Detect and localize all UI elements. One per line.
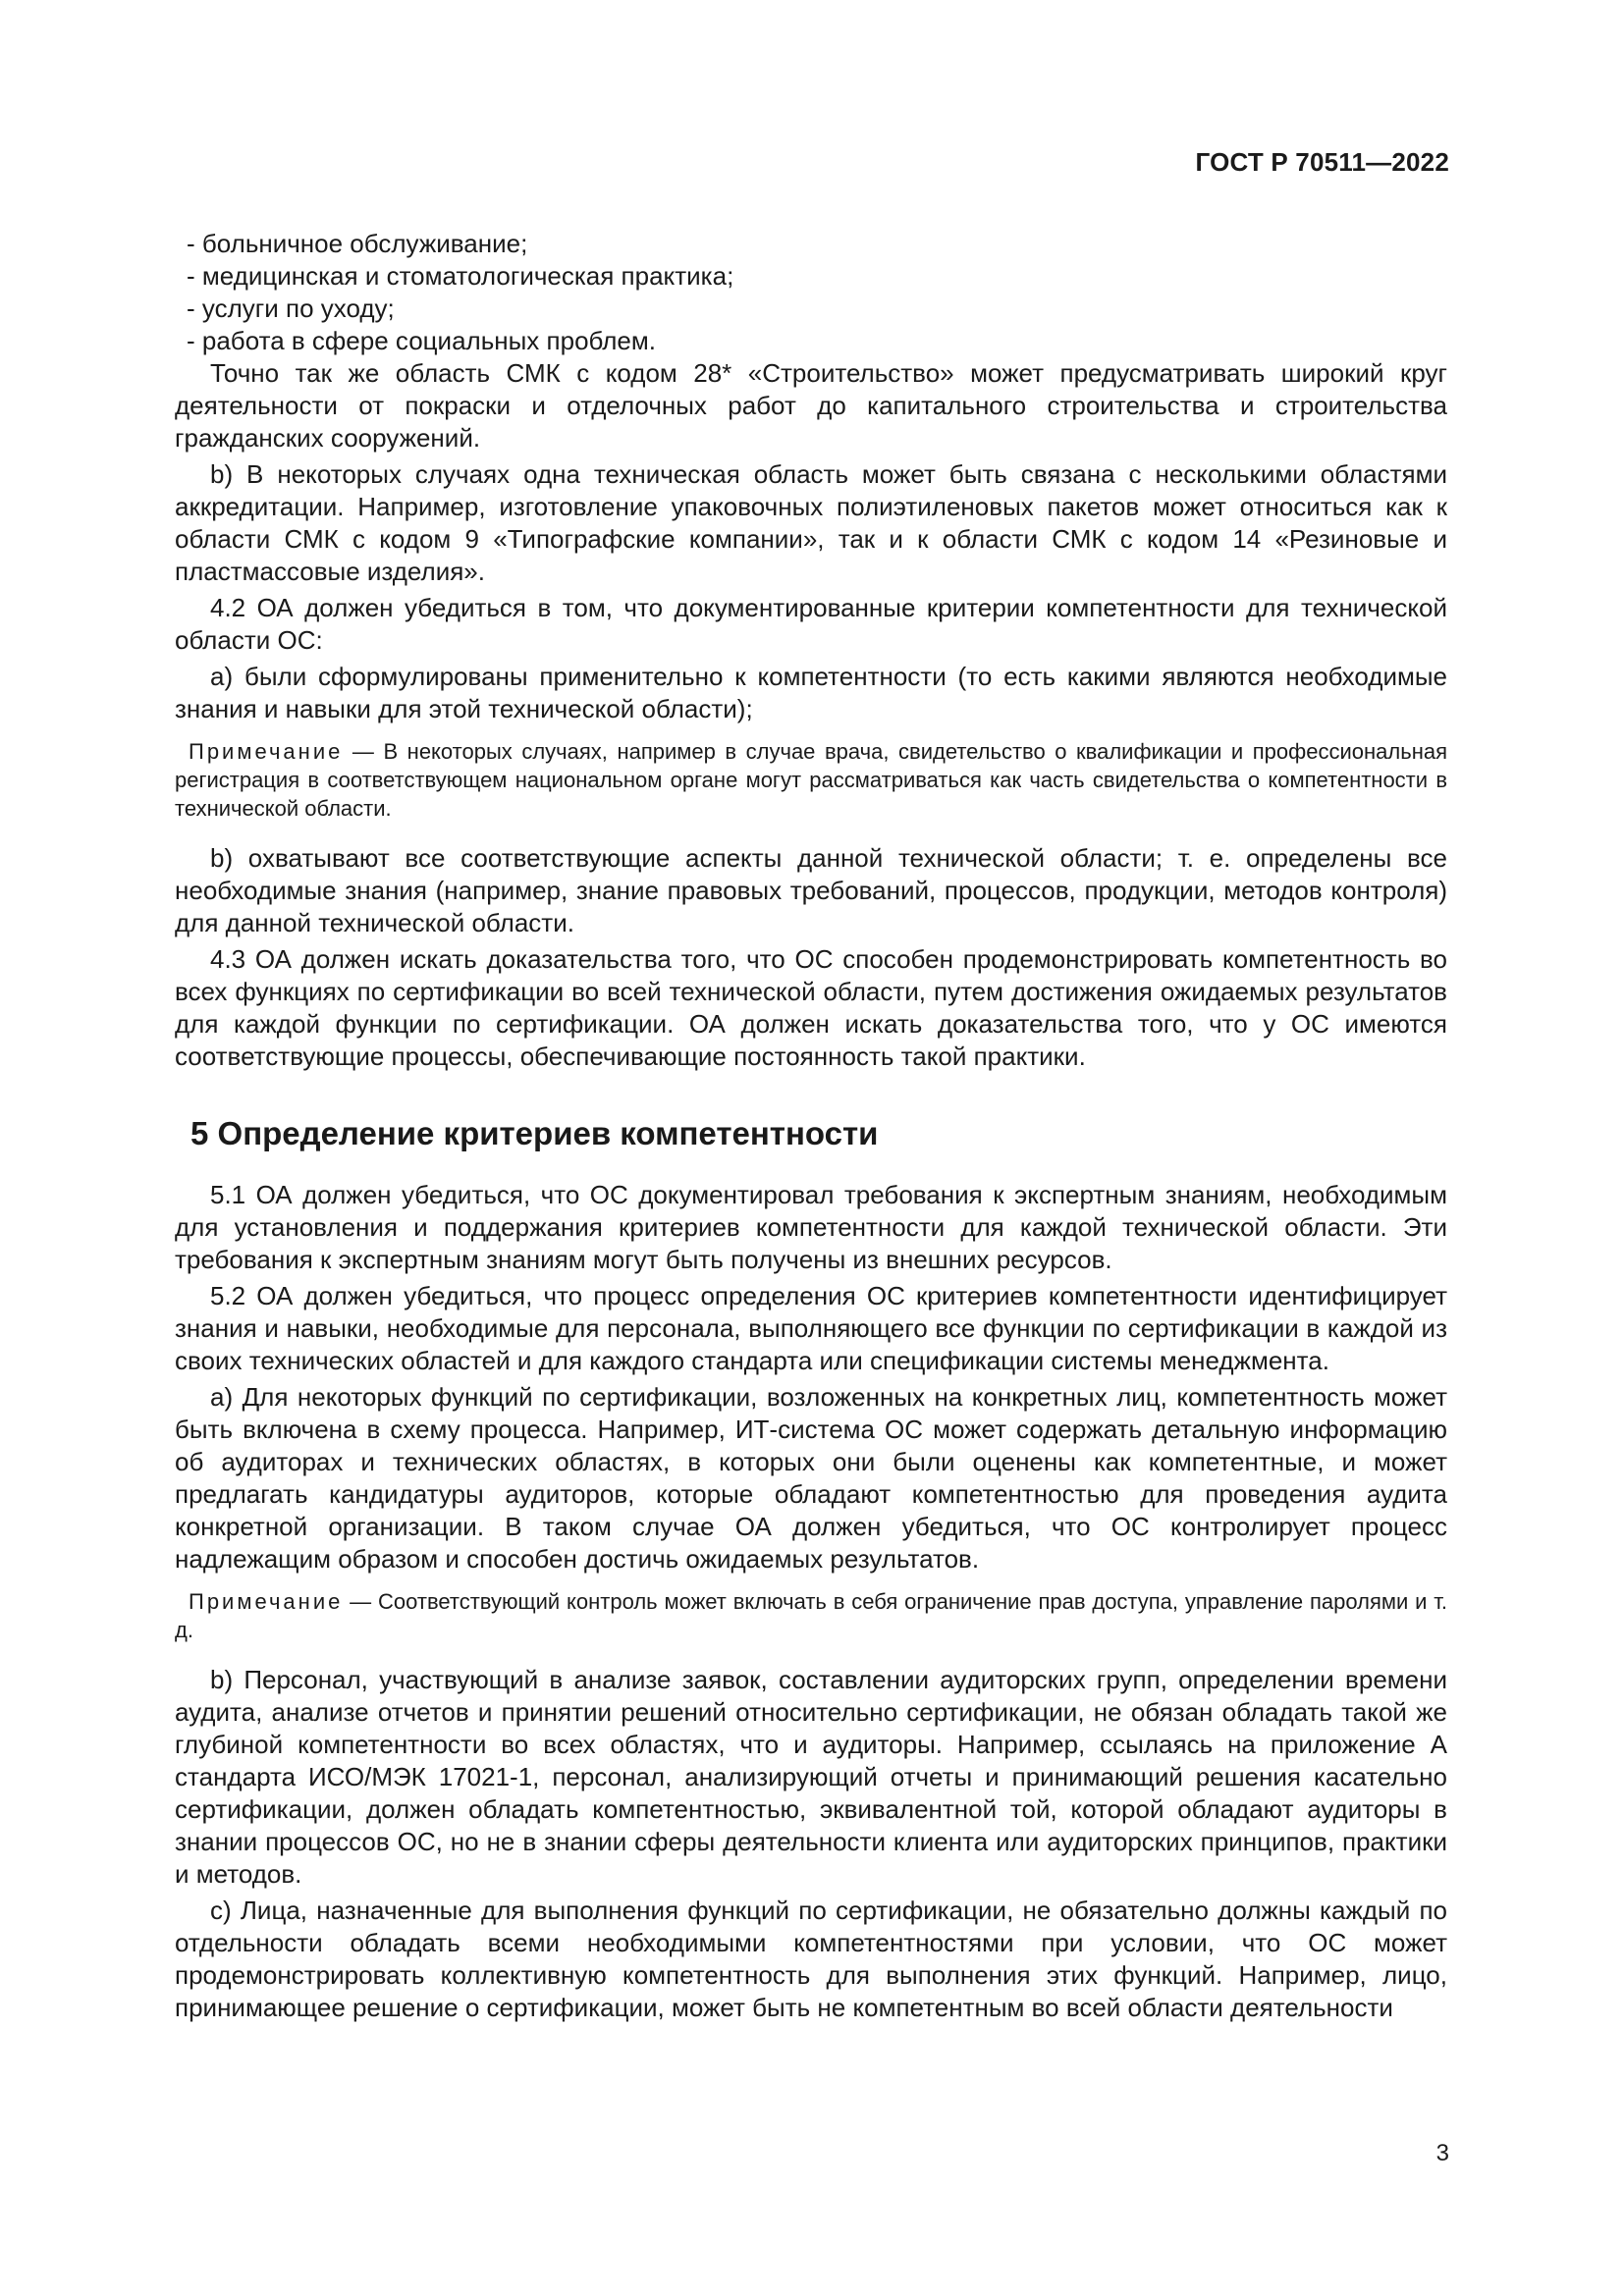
paragraph-5-1: 5.1 ОА должен убедиться, что ОС документировал требования к экспертным знаниям, необходимым для установления и поддержания критериев компетентности для каждой технической области. Эти требования к экспертным знаниям могут быть получены из внешних ресурсов. [175, 1180, 1447, 1274]
paragraph-construction-scope: Точно так же область СМК с кодом 28* «Строительство» может предусматривать широкий круг деятельности от покраски и отделочных работ до капитального строительства и строительства гражданских сооружений. [175, 358, 1447, 453]
paragraph-a-certification-functions: а) Для некоторых функций по сертификации, возложенных на конкретных лиц, компетентность может быть включена в схему процесса. Например, ИТ-система ОС может содержать детальную информацию об аудиторах и технических областях, в которых они были оценены как компетентные, и может предлагать кандидатуры аудиторов, которые обладают компетентностью для проведения аудита конкретной организации. В таком случае ОА должен убедиться, что ОС контролирует процесс надлежащим образом и способен достичь ожидаемых результатов. [175, 1382, 1447, 1574]
note-text: — Соответствующий контроль может включать в себя ограничение прав доступа, управление паролями и т. д. [175, 1589, 1447, 1642]
paragraph-a-competence: а) были сформулированы применительно к компетентности (то есть какими являются необходимые знания и навыки для этой технической области); [175, 662, 1447, 723]
page-number: 3 [1435, 2140, 1449, 2166]
note-2 [175, 1587, 1447, 1644]
paragraph-4-2: 4.2 ОА должен убедиться в том, что документированные критерии компетентности для технической области ОС: [175, 593, 1447, 655]
list-item: - работа в сфере социальных проблем. [187, 326, 656, 355]
paragraph-5-2: 5.2 ОА должен убедиться, что процесс определения ОС критериев компетентности идентифицирует знания и навыки, необходимые для персонала, выполняющего все функции по сертификации в каждой из своих технических областей и для каждого стандарта или спецификации системы менеджмента. [175, 1281, 1447, 1375]
note-label: Примечание [189, 1589, 344, 1614]
document-content [175, 228, 1447, 2028]
paragraph-b-multiple-areas: b) В некоторых случаях одна техническая область может быть связана с несколькими областями аккредитации. Например, изготовление упаковочных полиэтиленовых пакетов может относиться как к области СМК с кодом 9 «Типографские компании», так и к области СМК с кодом 14 «Резиновые и пластмассовые изделия». [175, 459, 1447, 586]
list-item: - медицинская и стоматологическая практика; [187, 261, 734, 291]
paragraph-c-persons: с) Лица, назначенные для выполнения функций по сертификации, не обязательно должны каждый по отдельности обладать всеми необходимыми компетентностями при условии, что ОС может продемонстрировать коллективную компетентность для выполнения этих функций. Например, лицо, принимающее решение о сертификации, может быть не компетентным во всей области деятельности [175, 1896, 1447, 2022]
paragraph-b-aspects: b) охватывают все соответствующие аспекты данной технической области; т. е. определены все необходимые знания (например, знание правовых требований, процессов, продукции, методов контроля) для данной технической области. [175, 843, 1447, 937]
standard-header: ГОСТ Р 70511—2022 [1195, 147, 1449, 177]
note-text: — В некоторых случаях, например в случае врача, свидетельство о квалификации и профессиональная регистрация в соответствующем национальном органе могут рассматриваться как часть свидетельства о компетентности в технической области. [175, 739, 1447, 821]
paragraph-4-3: 4.3 ОА должен искать доказательства того, что ОС способен продемонстрировать компетентность во всех функциях по сертификации во всей технической области, путем достижения ожидаемых результатов для каждой функции по сертификации. ОА должен искать доказательства того, что у ОС имеются соответствующие процессы, обеспечивающие постоянность такой практики. [175, 944, 1447, 1071]
note-label: Примечание [189, 739, 344, 764]
list-item: - больничное обслуживание; [187, 229, 528, 258]
section-title: 5 Определение критериев компетентности [190, 1115, 879, 1151]
note-1 [175, 737, 1447, 823]
list-item: - услуги по уходу; [187, 294, 395, 323]
paragraph-b-personnel: b) Персонал, участвующий в анализе заявок, составлении аудиторских групп, определении времени аудита, анализе отчетов и принятии решений относительно сертификации, не обязан обладать такой же глубиной компетентности во всех областях, что и аудиторы. Например, ссылаясь на приложение А стандарта ИСО/МЭК 17021-1, персонал, анализирующий отчеты и принимающий решения касательно сертификации, должен обладать компетентностью, эквивалентной той, которой обладают аудиторы в знании процессов ОС, но не в знании сферы деятельности клиента или аудиторских принципов, практики и методов. [175, 1665, 1447, 1889]
